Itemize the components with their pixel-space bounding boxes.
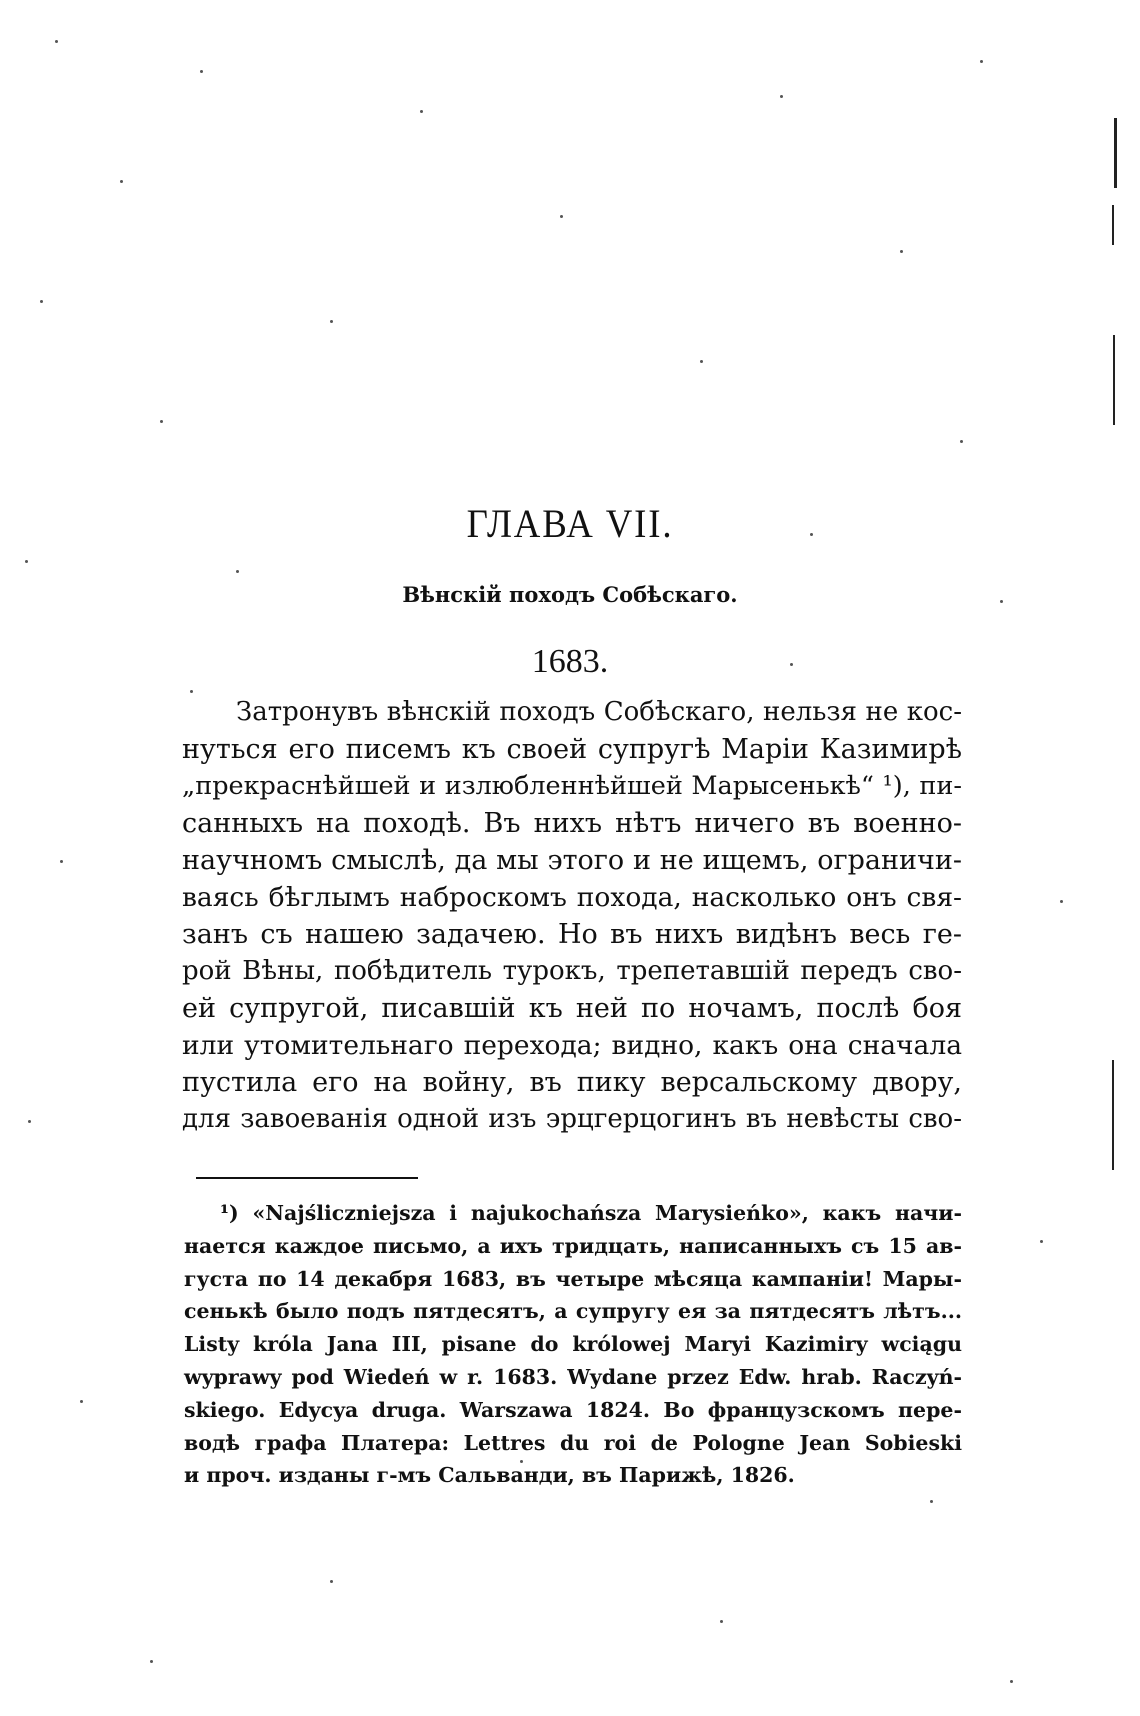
- speck: [55, 40, 58, 43]
- chapter-subtitle: Вѣнскій походъ Собѣскаго.: [402, 582, 738, 607]
- speck: [1060, 900, 1063, 903]
- speck: [150, 1660, 153, 1663]
- body-line: рой Вѣны, побѣдитель турокъ, трепетавшій передъ сво-: [182, 956, 962, 986]
- footnote-divider: [196, 1177, 418, 1179]
- body-line: занъ съ нашею задачею. Но въ нихъ видѣнъ весь ге-: [182, 919, 962, 950]
- body-paragraph: [182, 694, 962, 1138]
- body-line: „прекраснѣйшей и излюбленнѣйшей Марысенькѣ“ ¹), пи-: [182, 771, 962, 801]
- speck: [28, 1120, 31, 1123]
- speck: [120, 180, 123, 183]
- speck: [160, 420, 163, 423]
- body-line: или утомительнаго перехода; видно, какъ она сначала: [182, 1030, 962, 1061]
- speck: [420, 110, 423, 113]
- footnote-line: ¹) «Najśliczniejsza i najukochańsza Marysieńko», какъ начи-: [220, 1201, 962, 1225]
- speck: [330, 1580, 333, 1583]
- speck: [780, 95, 783, 98]
- speck: [25, 560, 28, 563]
- footnote-line: wyprawy pod Wiedeń w r. 1683. Wydane przez Edw. hrab. Raczyń-: [184, 1364, 962, 1389]
- speck: [900, 250, 903, 253]
- footnote-line: сенькѣ было подъ пятдесятъ, а супругу ея за пятдесятъ лѣтъ...: [184, 1299, 962, 1324]
- speck: [700, 360, 703, 363]
- speck: [560, 215, 563, 218]
- speck: [200, 70, 203, 73]
- page-edge-mark: [1112, 205, 1114, 245]
- body-line: Затронувъ вѣнскій походъ Собѣскаго, нельзя не кос-: [236, 697, 962, 727]
- footnote-line: и проч. изданы г-мъ Сальванди, въ Парижѣ, 1826.: [184, 1463, 795, 1488]
- speck: [236, 570, 239, 573]
- speck: [930, 1500, 933, 1503]
- chapter-title: ГЛАВА VII.: [466, 501, 674, 546]
- speck: [190, 690, 193, 693]
- body-line: санныхъ на походѣ. Въ нихъ нѣтъ ничего въ военно-: [182, 808, 962, 839]
- footnote-line: Listy króla Jana III, pisane do królowej Maryi Kazimiry wciągu: [184, 1332, 962, 1357]
- speck: [980, 60, 983, 63]
- body-line: для завоеванія одной изъ эрцгерцогинъ въ невѣсты сво-: [182, 1104, 962, 1134]
- speck: [720, 1620, 723, 1623]
- speck: [80, 1400, 83, 1403]
- page-edge-mark: [1113, 335, 1115, 425]
- speck: [1040, 1240, 1043, 1243]
- chapter-year: 1683.: [531, 643, 609, 680]
- body-line: научномъ смыслѣ, да мы этого и не ищемъ, ограничи-: [182, 845, 962, 876]
- body-line: пустила его на войну, въ пику версальскому двору,: [182, 1067, 962, 1098]
- speck: [960, 440, 963, 443]
- speck: [60, 860, 63, 863]
- page-edge-mark: [1114, 118, 1117, 188]
- page-edge-mark: [1112, 1060, 1114, 1170]
- speck: [1010, 1680, 1013, 1683]
- body-line: ваясь бѣглымъ наброскомъ похода, насколько онъ свя-: [182, 882, 962, 913]
- speck: [330, 320, 333, 323]
- footnote-line: водѣ графа Платера: Lettres du roi de Pologne Jean Sobieski: [184, 1430, 962, 1455]
- body-line: ей супругой, писавшій къ ней по ночамъ, послѣ боя: [182, 993, 962, 1024]
- footnote-line: густа по 14 декабря 1683, въ четыре мѣсяца кампаніи! Мары-: [184, 1266, 962, 1291]
- footnote-line: нается каждое письмо, а ихъ тридцать, написанныхъ съ 15 ав-: [184, 1233, 962, 1258]
- speck: [40, 300, 43, 303]
- footnote: [184, 1197, 962, 1492]
- footnote-line: skiego. Edycya druga. Warszawa 1824. Во французскомъ пере-: [184, 1397, 962, 1422]
- body-line: нуться его писемъ къ своей супругѣ Маріи Казимирѣ: [182, 734, 962, 765]
